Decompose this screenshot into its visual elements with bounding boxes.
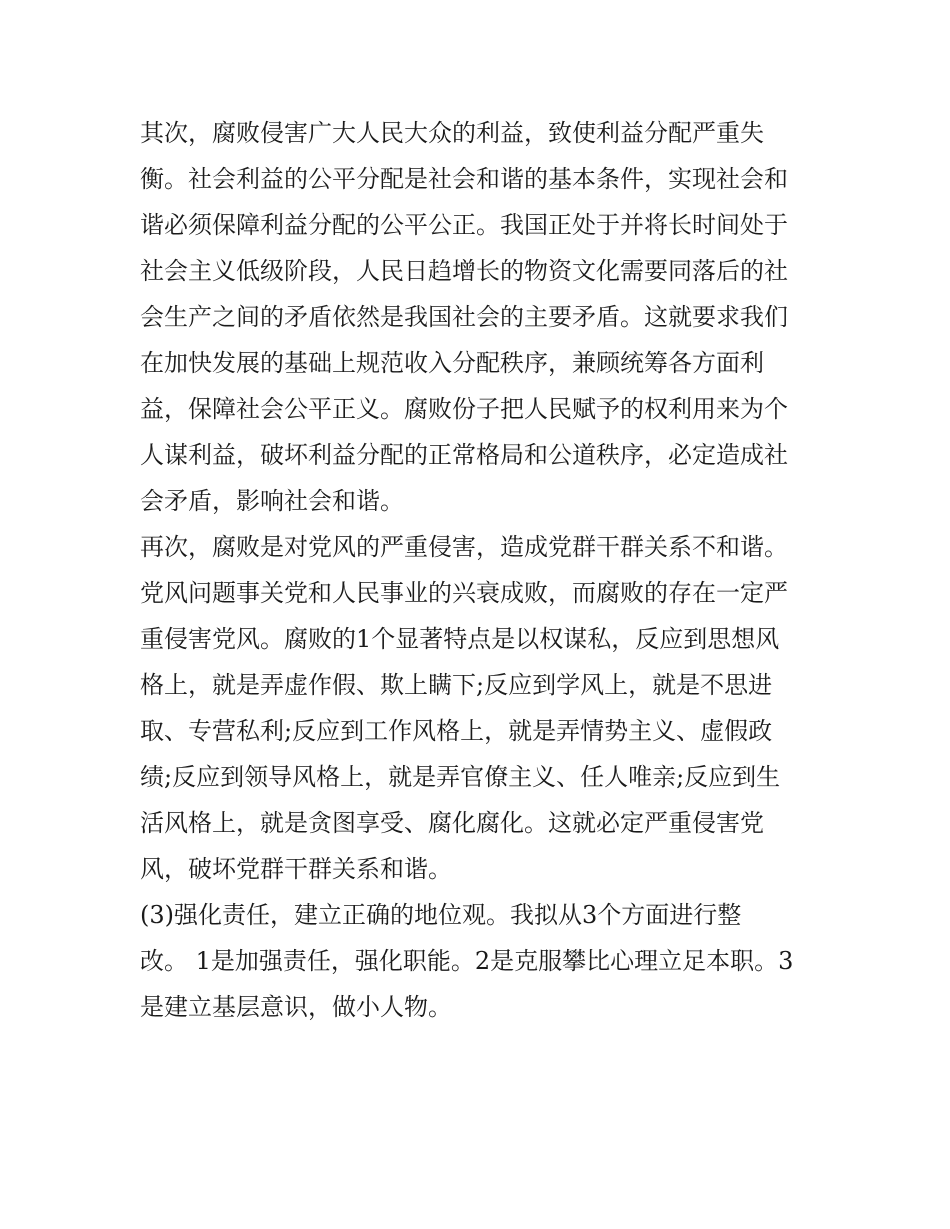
body-text — [140, 110, 820, 1030]
text-line: 人谋利益，破坏利益分配的正常格局和公道秩序，必定造成社 — [140, 441, 788, 469]
text-line: 格上，就是弄虚作假、欺上瞒下;反应到学风上，就是不思进 — [140, 671, 773, 699]
text-line: 取、专营私利;反应到工作风格上，就是弄情势主义、虚假政 — [140, 717, 773, 745]
text-line: 其次，腐败侵害广大人民大众的利益，致使利益分配严重失 — [140, 119, 764, 147]
text-line: 会矛盾，影响社会和谐。 — [140, 487, 404, 515]
text-line: 谐必须保障利益分配的公平公正。我国正处于并将长时间处于 — [140, 211, 788, 239]
text-line: 改。 1是加强责任，强化职能。2是克服攀比心理立足本职。3 — [140, 947, 794, 975]
text-line: 再次，腐败是对党风的严重侵害，造成党群干群关系不和谐。 — [140, 533, 788, 561]
text-line: 是建立基层意识，做小人物。 — [140, 993, 452, 1021]
text-line: 衡。社会利益的公平分配是社会和谐的基本条件，实现社会和 — [140, 165, 788, 193]
text-line: 活风格上，就是贪图享受、腐化腐化。这就必定严重侵害党 — [140, 809, 764, 837]
text-line: 会生产之间的矛盾依然是我国社会的主要矛盾。这就要求我们 — [140, 303, 788, 331]
text-line: 风，破坏党群干群关系和谐。 — [140, 855, 452, 883]
text-line: 在加快发展的基础上规范收入分配秩序，兼顾统筹各方面利 — [140, 349, 764, 377]
text-line: 益，保障社会公平正义。腐败份子把人民赋予的权利用来为个 — [140, 395, 788, 423]
text-line: 党风问题事关党和人民事业的兴衰成败，而腐败的存在一定严 — [140, 579, 788, 607]
text-line: 社会主义低级阶段，人民日趋增长的物资文化需要同落后的社 — [140, 257, 788, 285]
text-line: 绩;反应到领导风格上，就是弄官僚主义、任人唯亲;反应到生 — [140, 763, 781, 791]
text-line: (3)强化责任，建立正确的地位观。我拟从3个方面进行整 — [140, 901, 742, 929]
text-line: 重侵害党风。腐败的1个显著特点是以权谋私，反应到思想风 — [140, 625, 780, 653]
